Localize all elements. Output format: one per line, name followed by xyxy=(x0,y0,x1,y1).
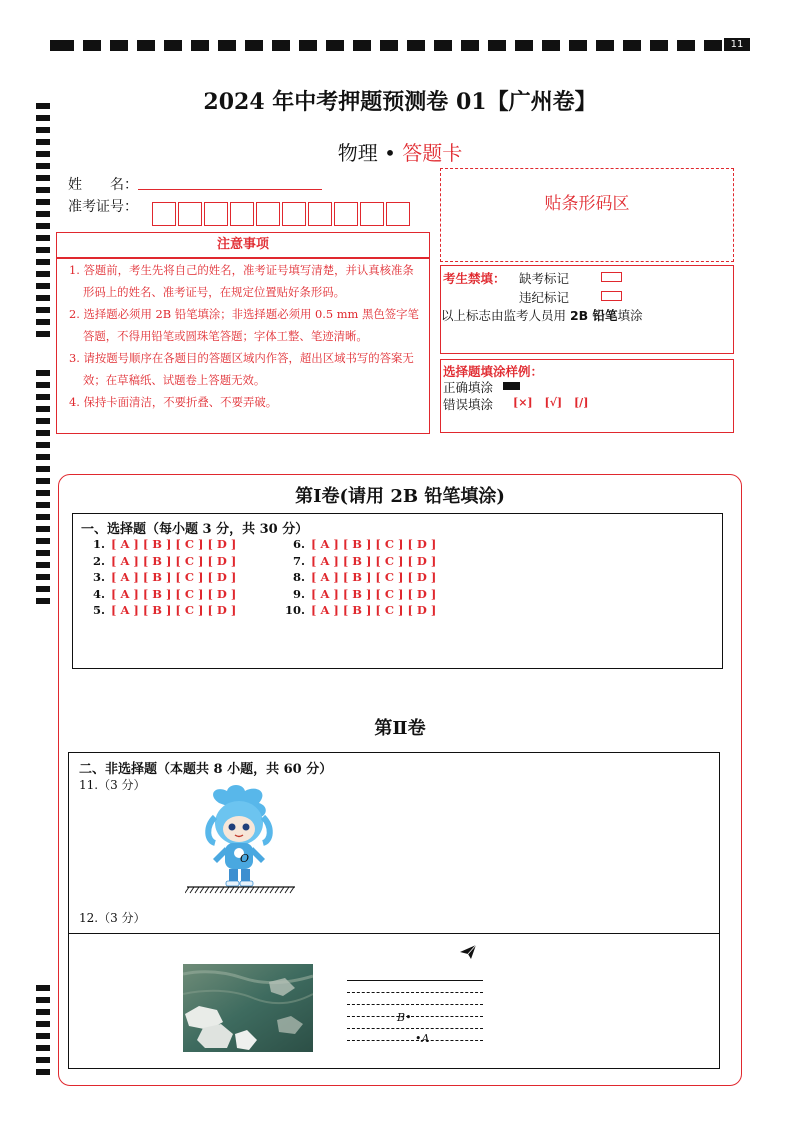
side-timing-mark xyxy=(36,406,50,412)
side-timing-mark xyxy=(36,550,50,556)
line-dashed-3 xyxy=(347,1016,483,1017)
side-timing-mark xyxy=(36,430,50,436)
answer-options[interactable]: [ A ] [ B ] [ C ] [ D ] xyxy=(311,586,437,601)
q12-area xyxy=(68,933,720,1069)
side-timing-mark xyxy=(36,1021,50,1027)
timing-mark xyxy=(407,40,425,51)
note-item: 1. 答题前，考生先将自己的姓名，准考证号填写清楚，并认真核准条形码上的姓名、准考证号，在规定位置贴好条形码。 xyxy=(69,263,414,299)
side-timing-mark xyxy=(36,454,50,460)
timing-mark xyxy=(191,40,209,51)
timing-mark xyxy=(677,40,695,51)
timing-mark xyxy=(326,40,344,51)
violation-mark-box[interactable] xyxy=(601,291,622,301)
subject-line xyxy=(0,137,800,166)
timing-mark xyxy=(380,40,398,51)
forbidden-note-bold: 2B 铅笔 xyxy=(569,308,618,323)
side-timing-mark xyxy=(36,271,50,277)
side-timing-mark xyxy=(36,370,50,376)
question-number: 6. xyxy=(292,537,305,551)
question-number: 1. xyxy=(92,537,105,551)
card-name: 答题卡 xyxy=(402,141,463,165)
wrong-mark-3: [/] xyxy=(573,396,589,409)
choice-column-right xyxy=(281,536,436,619)
choice-row xyxy=(81,602,236,619)
answer-options[interactable]: [ A ] [ B ] [ C ] [ D ] xyxy=(111,586,237,601)
side-timing-mark xyxy=(36,382,50,388)
side-timing-mark xyxy=(36,598,50,604)
line-dashed-4 xyxy=(347,1028,483,1029)
point-o-label: O xyxy=(240,852,250,865)
timing-mark xyxy=(164,40,182,51)
ground-hatch xyxy=(185,885,297,895)
nonchoice-section-title: 二、非选择题（本题共 8 小题，共 60 分） xyxy=(79,762,333,777)
answer-options[interactable]: [ A ] [ B ] [ C ] [ D ] xyxy=(111,570,237,584)
choice-row xyxy=(281,602,436,619)
choice-row xyxy=(81,536,236,553)
id-cell[interactable] xyxy=(386,202,410,226)
correct-fill-label: 正确填涂 xyxy=(443,380,494,395)
barcode-area xyxy=(440,168,734,262)
timing-mark xyxy=(515,40,533,51)
note-item: 3. 请按题号顺序在各题目的答题区域内作答，超出区域书写的答案无效；在草稿纸、试题卷上答题无效。 xyxy=(69,351,414,387)
id-cell[interactable] xyxy=(256,202,280,226)
forbidden-note xyxy=(441,306,643,324)
question-number: 3. xyxy=(92,570,105,584)
side-timing-mark xyxy=(36,562,50,568)
answer-options[interactable]: [ A ] [ B ] [ C ] [ D ] xyxy=(111,603,237,617)
forbidden-note-prefix: 以上标志由监考人员用 xyxy=(441,308,570,323)
side-timing-mark xyxy=(36,997,50,1003)
timing-mark xyxy=(110,40,128,51)
subject-name: 物理 xyxy=(337,141,378,165)
choice-row xyxy=(81,586,236,603)
id-cell[interactable] xyxy=(152,202,176,226)
line-solid xyxy=(347,980,483,981)
q11-label: 11.（3 分） xyxy=(79,778,146,792)
answer-options[interactable]: [ A ] [ B ] [ C ] [ D ] xyxy=(311,537,437,551)
id-cell[interactable] xyxy=(282,202,306,226)
wrong-fill-samples xyxy=(513,396,588,409)
note-item: 2. 选择题必须用 2B 铅笔填涂；非选择题必须用 0.5 mm 黑色签字笔答题，不得用铅笔或圆珠笔答题；字体工整、笔迹清晰。 xyxy=(69,307,419,343)
side-timing-mark xyxy=(36,223,50,229)
side-timing-mark xyxy=(36,1045,50,1051)
timing-mark xyxy=(83,40,101,51)
choice-row xyxy=(81,569,236,586)
part1-title: 第Ⅰ卷(请用 2B 铅笔填涂) xyxy=(295,486,505,507)
timing-mark xyxy=(461,40,479,51)
side-timing-mark xyxy=(36,319,50,325)
side-timing-mark xyxy=(36,394,50,400)
timing-mark xyxy=(542,40,560,51)
timing-marks-top xyxy=(50,38,750,52)
question-number: 2. xyxy=(92,553,105,568)
choice-row xyxy=(281,586,436,603)
side-timing-mark xyxy=(36,418,50,424)
side-timing-mark xyxy=(36,211,50,217)
side-timing-mark xyxy=(36,1069,50,1075)
line-dashed-1 xyxy=(347,992,483,993)
line-dashed-2 xyxy=(347,1004,483,1005)
answer-options[interactable]: [ A ] [ B ] [ C ] [ D ] xyxy=(111,537,237,551)
forbidden-note-suffix: 填涂 xyxy=(617,308,643,323)
timing-mark xyxy=(596,40,614,51)
forbidden-box xyxy=(440,265,734,354)
timing-mark xyxy=(50,40,74,51)
wrong-fill-label: 错误填涂 xyxy=(443,397,494,412)
name-label: 姓 名： xyxy=(68,177,138,193)
question-number: 7. xyxy=(292,553,305,568)
side-timing-mark xyxy=(36,259,50,265)
timing-mark xyxy=(353,40,371,51)
timing-mark xyxy=(272,40,290,51)
correct-fill-sample xyxy=(503,382,520,390)
choice-row xyxy=(281,553,436,570)
question-number: 5. xyxy=(92,603,105,617)
timing-mark xyxy=(569,40,587,51)
absent-label: 缺考标记 xyxy=(519,271,570,286)
question-number: 8. xyxy=(292,570,305,584)
timing-mark xyxy=(488,40,506,51)
part2-title: 第Ⅱ卷 xyxy=(374,718,426,739)
notes-title: 注意事项 xyxy=(216,237,269,252)
fill-example-box xyxy=(440,359,734,433)
forbidden-label: 考生禁填： xyxy=(443,271,506,286)
side-timing-mark xyxy=(36,466,50,472)
id-cell[interactable] xyxy=(230,202,254,226)
side-timing-mark xyxy=(36,1009,50,1015)
side-timing-mark xyxy=(36,526,50,532)
side-timing-mark xyxy=(36,175,50,181)
side-timing-mark xyxy=(36,283,50,289)
answer-options[interactable]: [ A ] [ B ] [ C ] [ D ] xyxy=(111,553,237,568)
timing-mark xyxy=(245,40,263,51)
id-cell[interactable] xyxy=(360,202,384,226)
side-timing-mark xyxy=(36,586,50,592)
question-number: 4. xyxy=(92,586,105,601)
timing-mark xyxy=(434,40,452,51)
side-timing-mark xyxy=(36,187,50,193)
choice-row xyxy=(81,553,236,570)
q12-label: 12.（3 分） xyxy=(79,911,146,925)
side-timing-mark xyxy=(36,985,50,991)
note-item: 4. 保持卡面清洁，不要折叠、不要弄破。 xyxy=(69,395,278,409)
timing-mark xyxy=(299,40,317,51)
side-timing-mark xyxy=(36,295,50,301)
side-timing-mark xyxy=(36,1033,50,1039)
side-timing-mark xyxy=(36,307,50,313)
timing-mark xyxy=(704,40,722,51)
choice-section-title: 一、选择题（每小题 3 分，共 30 分） xyxy=(81,522,309,537)
point-a-label: •A xyxy=(415,1032,430,1045)
side-timing-mark xyxy=(36,514,50,520)
water-rocks-photo xyxy=(183,964,313,1052)
question-number: 10. xyxy=(284,603,305,617)
id-cell[interactable] xyxy=(178,202,202,226)
id-number-cells[interactable] xyxy=(152,202,412,226)
side-timing-mark xyxy=(36,574,50,580)
absent-mark-box[interactable] xyxy=(601,272,622,282)
q11-area xyxy=(68,752,720,934)
answer-options[interactable]: [ A ] [ B ] [ C ] [ D ] xyxy=(311,553,437,568)
timing-mark xyxy=(623,40,641,51)
answer-options[interactable]: [ A ] [ B ] [ C ] [ D ] xyxy=(311,570,437,584)
violation-label: 违纪标记 xyxy=(519,290,570,305)
choice-row xyxy=(281,569,436,586)
question-number: 9. xyxy=(292,586,305,601)
wrong-mark-1: [×] xyxy=(513,396,533,409)
notes-list xyxy=(57,259,429,413)
timing-mark xyxy=(218,40,236,51)
side-timing-mark xyxy=(36,1057,50,1063)
barcode-label: 贴条形码区 xyxy=(544,194,630,214)
timing-mark xyxy=(650,40,668,51)
choice-column-left xyxy=(81,536,236,619)
notes-header xyxy=(56,232,430,258)
side-timing-mark xyxy=(36,235,50,241)
page-number: 11 xyxy=(724,38,750,51)
fill-example-title: 选择题填涂样例： xyxy=(443,364,544,379)
choice-row xyxy=(281,536,436,553)
side-timing-mark xyxy=(36,538,50,544)
page-title: 2024 年中考押题预测卷 01【广州卷】 xyxy=(203,89,597,115)
timing-marks-left-3 xyxy=(36,985,50,1075)
side-timing-mark xyxy=(36,331,50,337)
id-label: 准考证号： xyxy=(68,199,138,215)
answer-options[interactable]: [ A ] [ B ] [ C ] [ D ] xyxy=(311,603,437,617)
notes-box xyxy=(56,258,430,434)
paper-plane-icon xyxy=(459,944,477,960)
side-timing-mark xyxy=(36,127,50,133)
wrong-mark-2: [√] xyxy=(544,396,563,409)
id-cell[interactable] xyxy=(308,202,332,226)
subject-separator: • xyxy=(384,141,396,165)
mascot-figure xyxy=(185,785,297,895)
id-cell[interactable] xyxy=(334,202,358,226)
id-cell[interactable] xyxy=(204,202,228,226)
timing-mark xyxy=(137,40,155,51)
side-timing-mark xyxy=(36,247,50,253)
side-timing-mark xyxy=(36,199,50,205)
name-field[interactable] xyxy=(138,189,322,190)
point-b-label: B• xyxy=(397,1011,412,1024)
side-timing-mark xyxy=(36,442,50,448)
choice-section xyxy=(72,513,723,669)
